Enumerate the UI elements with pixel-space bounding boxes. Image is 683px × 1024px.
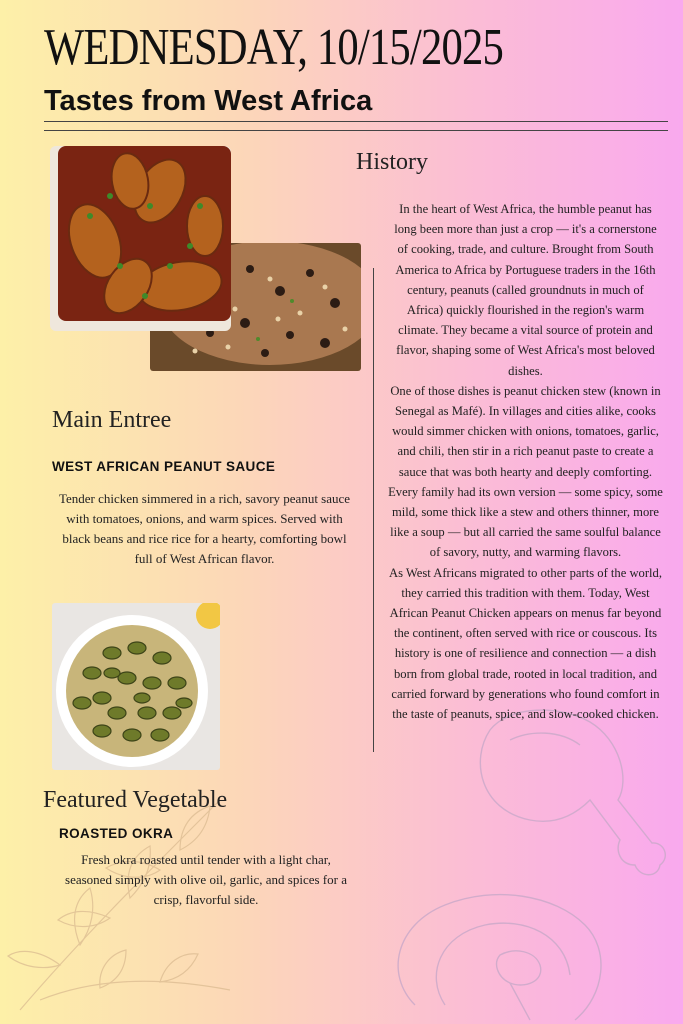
history-paragraph: As West Africans migrated to other parts of the world, they carried this tradition with them. Today, West African Peanut Chicken appears on menus far beyond the continent, often served with rice or couscous. Its history is one of resilience and connection — a dish born from global trade, rooted in local tradition, and carried forward by generations who found comfort in the taste of peanuts, spice, and slow-cooked chicken. [389,565,662,722]
steak-icon [385,885,610,1024]
page-date: WEDNESDAY, 10/15/2025 [44,19,503,76]
history-text [388,199,663,724]
entree-heading: Main Entree [52,407,172,433]
vegetable-heading: Featured Vegetable [43,787,228,813]
peanut-chicken-photo [50,146,231,331]
entree-description: Tender chicken simmered in a rich, savory peanut sauce with tomatoes, onions, and warm spices. Served with black beans and rice rice for a hearty, comforting bowl full of West African flavor. [58,491,351,566]
chicken-drumstick-icon [470,700,670,900]
history-paragraph: In the heart of West Africa, the humble peanut has long been more than just a crop — it's a cornerstone of cooking, trade, and culture. Brought from South America to Africa by Portuguese traders in the 16th century, peanuts (called groundnuts in much of Africa) quickly flourished in the region's warm climate. They became a vital source of protein and flavor, shaping some of West Africa's most beloved dishes. [394,202,657,378]
entree-name: WEST AFRICAN PEANUT SAUCE [52,459,276,474]
header-divider-bottom [44,130,668,131]
vegetable-description: Fresh okra roasted until tender with a light char, seasoned simply with olive oil, garlic, and spices for a crisp, flavorful side. [65,852,347,907]
page-subtitle: Tastes from West Africa [44,85,373,117]
roasted-okra-photo [52,603,220,770]
history-paragraph: One of those dishes is peanut chicken stew (known in Senegal as Mafé). In villages and cities alike, cooks would simmer chicken with onions, tomatoes, garlic, and chili, then stir in a rich peanut paste to create a sauce that was both hearty and deeply comforting. Every family had its own version — some spicy, some mild, some thick like a stew and others thinner, more like a soup — but all carried the same soulful balance of savory, nutty, and warming flavors. [388,383,663,560]
header-divider-top [44,121,668,122]
history-heading: History [356,149,428,175]
vegetable-name: ROASTED OKRA [59,826,174,841]
column-divider [373,268,374,752]
